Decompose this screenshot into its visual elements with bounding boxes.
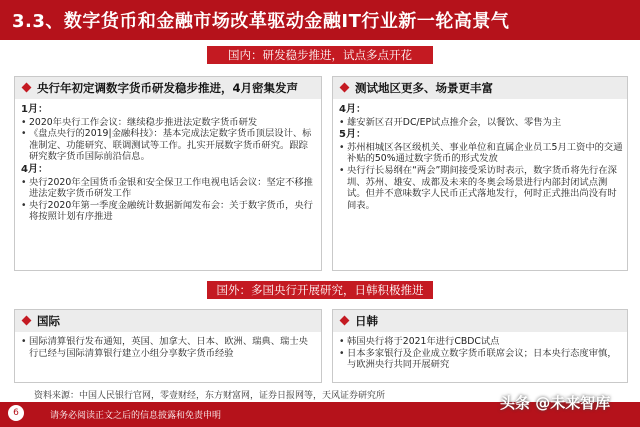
list-item: • 《盘点央行的2019|金融科技》：基本完成法定数字货币顶层设计、标准制定、功能研究、联调测试等工作。扎实开展数字货币研究。跟踪研究数字货币国际前沿信息。 <box>19 128 317 163</box>
panel-header <box>333 77 627 99</box>
foreign-right-panel <box>332 309 628 383</box>
page-number: 6 <box>8 405 24 421</box>
panel-content <box>337 103 623 211</box>
page-title: 3.3、数字货币和金融市场改革驱动金融IT行业新一轮高景气 <box>12 11 510 32</box>
watermark-text: 头条 @未来智库 <box>500 394 611 412</box>
panel-title: 日韩 <box>355 314 378 328</box>
list-item: • 央行2020年全国货币金银和安全保卫工作电视电话会议：坚定不移推进法定数字货币研发工作 <box>19 177 317 200</box>
panel-title: 测试地区更多、场景更丰富 <box>355 81 493 95</box>
month-label: 4月： <box>339 104 366 115</box>
bullet-list <box>19 117 317 163</box>
diamond-bullet-icon <box>22 316 32 326</box>
bullet-list <box>19 177 317 223</box>
list-item: • 苏州相城区各区级机关、事业单位和直属企业员工5月工资中的交通补贴的50%通过数字货币的形式发放 <box>337 142 623 165</box>
foreign-left-panel <box>14 309 322 383</box>
title-bar <box>0 0 640 40</box>
domestic-left-panel <box>14 76 322 271</box>
list-item: • 央行2020年第一季度金融统计数据新闻发布会：关于数字货币，央行将按照计划有序推进 <box>19 200 317 223</box>
panel-header <box>15 310 321 332</box>
month-label: 1月： <box>21 104 48 115</box>
watermark <box>500 392 610 413</box>
panel-header <box>15 77 321 99</box>
list-item: • 2020年央行工作会议：继续稳步推进法定数字货币研发 <box>19 117 317 129</box>
list-item: • 央行行长易纲在“两会”期间接受采访时表示，数字货币将先行在深圳、苏州、雄安、成都及未来的冬奥会场景进行内部封闭试点测试。但并不意味数字人民币正式落地发行，何时正式推出尚没有时间表。 <box>337 165 623 211</box>
diamond-bullet-icon <box>340 316 350 326</box>
bullet-list <box>19 336 317 359</box>
panel-content <box>19 336 317 359</box>
list-item: • 国际清算银行发布通知，英国、加拿大、日本、欧洲、瑞典、瑞士央行已经与国际清算银行建立小组分享数字货币经验 <box>19 336 317 359</box>
bullet-list <box>337 336 623 371</box>
bullet-list <box>337 142 623 212</box>
domestic-right-panel <box>332 76 628 271</box>
month-label: 4月： <box>21 163 48 175</box>
diamond-bullet-icon <box>22 83 32 93</box>
disclaimer-text: 请务必阅读正文之后的信息披露和免责申明 <box>50 411 222 421</box>
panel-title: 央行年初定调数字货币研发稳步推进，4月密集发声 <box>37 81 298 95</box>
list-item: • 雄安新区召开DC/EP试点推介会，以餐饮、零售为主 <box>337 117 623 129</box>
list-item: • 日本多家银行及企业成立数字货币联席会议；日本央行态度审慎，与欧洲央行共同开展研究 <box>337 348 623 371</box>
panel-header <box>333 310 627 332</box>
list-item: • 韩国央行将于2021年进行CBDC试点 <box>337 336 623 348</box>
bullet-list <box>337 117 623 129</box>
domestic-section-bar: 国内：研发稳步推进，试点多点开花 <box>207 46 433 64</box>
foreign-section-bar: 国外：多国央行开展研究，日韩积极推进 <box>207 281 433 299</box>
month-label: 5月： <box>339 129 366 141</box>
panel-content <box>337 336 623 371</box>
diamond-bullet-icon <box>340 83 350 93</box>
panel-content <box>19 103 317 223</box>
panel-title: 国际 <box>37 314 60 328</box>
source-note: 资料来源：中国人民银行官网，零壹财经，东方财富网，证券日报网等，天风证券研究所 <box>34 391 386 401</box>
